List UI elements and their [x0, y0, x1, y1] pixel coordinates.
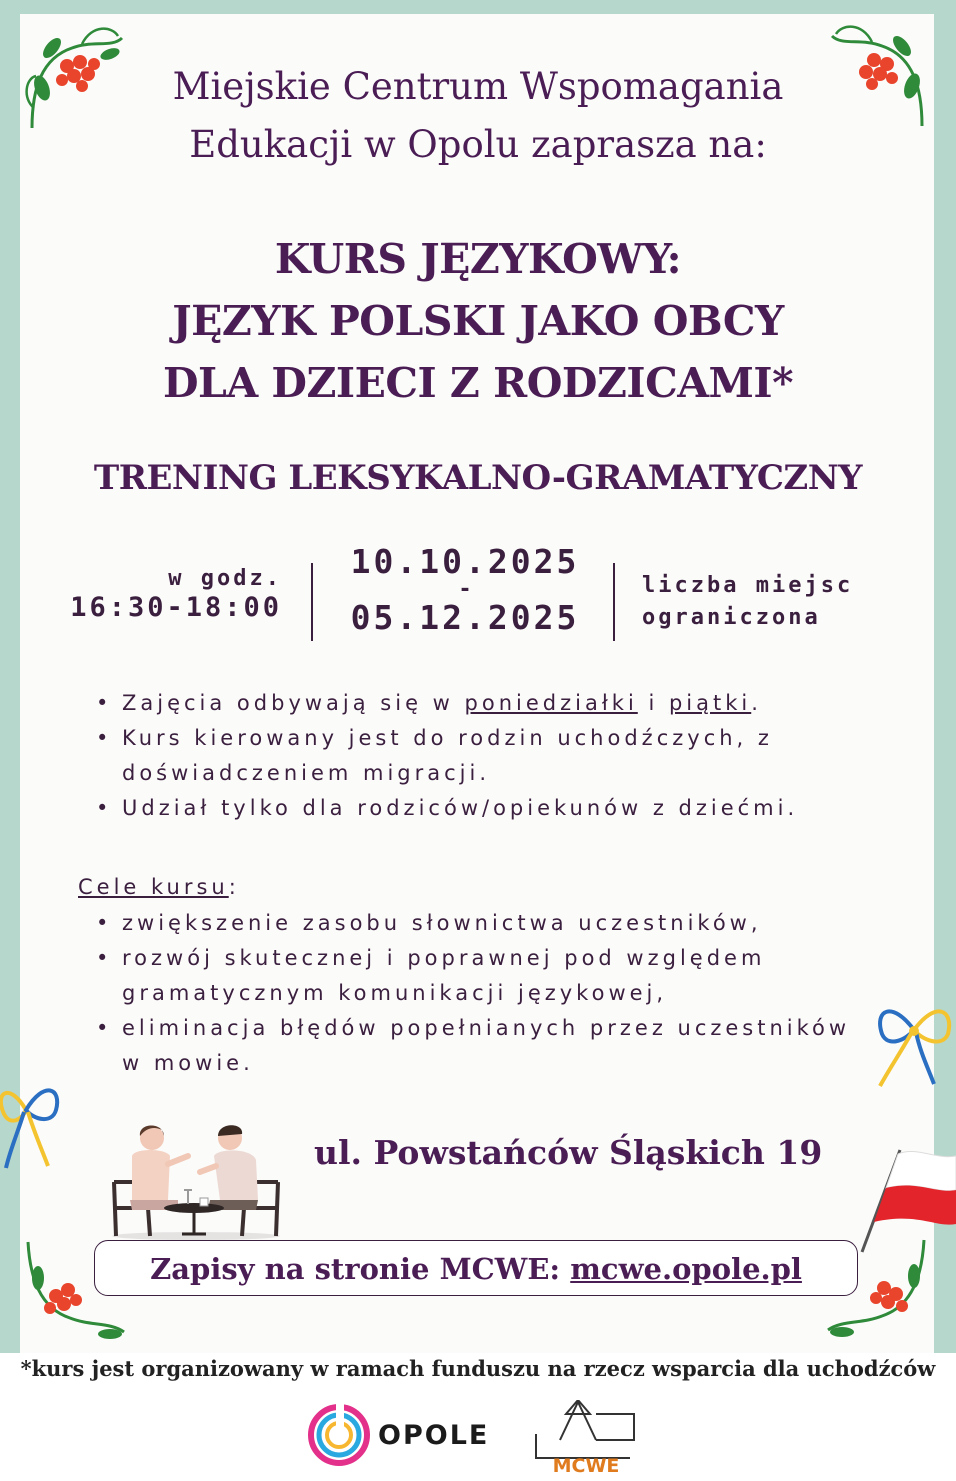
goals-list	[96, 906, 856, 1081]
goal-item: • rozwój skutecznej i poprawnej pod względem gramatycznym komunikacji językowej,	[96, 941, 856, 1011]
polish-flag-icon	[856, 1146, 956, 1256]
detail-schedule-and: i	[637, 691, 669, 715]
signup-prefix: Zapisy na stronie MCWE:	[150, 1252, 571, 1286]
course-time	[70, 566, 282, 624]
course-dates	[330, 543, 600, 637]
time-label: w godz.	[168, 566, 282, 591]
course-title-line-3: DLA DZIECI Z RODZICAMI*	[162, 359, 794, 407]
time-value: 16:30-18:00	[70, 592, 282, 623]
detail-audience: • Kurs kierowany jest do rodzin uchodźczych, z doświadczeniem migracji.	[96, 721, 916, 791]
goal-item: • eliminacja błędów popełnianych przez uczestników w mowie.	[96, 1011, 856, 1081]
goals-colon: :	[228, 875, 240, 899]
signup-link[interactable]: mcwe.opole.pl	[570, 1252, 802, 1286]
organizer-heading	[0, 58, 956, 174]
mcwe-logo	[530, 1400, 642, 1474]
ribbon-bow-icon-left	[0, 1074, 62, 1170]
goals-heading	[78, 870, 240, 905]
course-title-line-2: JĘZYK POLSKI JAKO OBCY	[172, 297, 784, 345]
couple-at-table-illustration	[108, 1120, 284, 1242]
places-limit	[642, 570, 853, 634]
opole-logo	[306, 1402, 372, 1468]
opole-logo-text: OPOLE	[378, 1420, 490, 1451]
ribbon-bow-icon-right	[872, 990, 956, 1090]
places-line-2: ograniczona	[642, 605, 821, 630]
organizer-line-1: Miejskie Centrum Wspomagania	[172, 65, 784, 108]
places-line-1: liczba miejsc	[642, 573, 854, 598]
mcwe-logo-text: MCWE	[552, 1455, 620, 1474]
footnote: *kurs jest organizowany w ramach funduszu na rzecz wsparcia dla uchodźców	[0, 1353, 956, 1385]
divider-right	[613, 563, 615, 641]
day-monday: poniedziałki	[464, 691, 638, 715]
goal-item: • zwiększenie zasobu słownictwa uczestników,	[96, 906, 856, 941]
goals-label: Cele kursu	[78, 875, 229, 899]
date-start: 10.10.2025	[350, 542, 580, 581]
detail-schedule	[96, 686, 916, 721]
day-friday: piątki	[668, 691, 752, 715]
divider-left	[311, 563, 313, 641]
date-end: 05.12.2025	[350, 598, 580, 637]
course-address: ul. Powstańców Śląskich 19	[314, 1133, 823, 1172]
course-subtitle: TRENING LEKSYKALNO-GRAMATYCZNY	[93, 458, 863, 498]
date-separator: -	[458, 577, 472, 602]
signup-box	[94, 1240, 858, 1296]
course-details-list	[96, 686, 916, 826]
detail-schedule-prefix: Zajęcia odbywają się w	[122, 691, 465, 715]
detail-schedule-end: .	[751, 691, 762, 715]
course-title-line-1: KURS JĘZYKOWY:	[274, 235, 682, 283]
organizer-line-2: Edukacji w Opolu zaprasza na:	[189, 123, 767, 166]
detail-participation: • Udział tylko dla rodziców/opiekunów z dziećmi.	[96, 791, 916, 826]
course-title	[0, 228, 956, 414]
